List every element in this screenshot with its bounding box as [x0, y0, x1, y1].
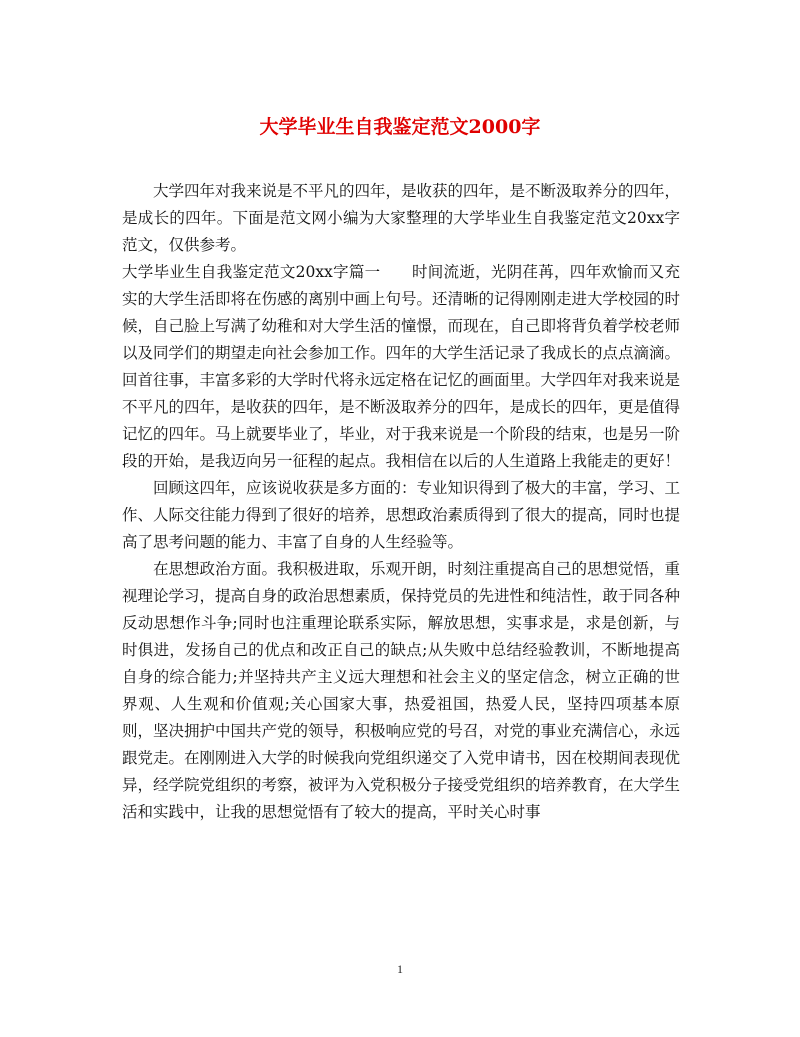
paragraph-intro: 大学四年对我来说是不平凡的四年，是收获的四年，是不断汲取养分的四年，是成长的四年。下面是范文网小编为大家整理的大学毕业生自我鉴定范文20xx字范文，仅供参考。: [122, 182, 681, 254]
page-number: 1: [397, 962, 403, 976]
paragraph-section-one: 大学毕业生自我鉴定范文20xx字篇一 时间流逝，光阴荏苒，四年欢愉而又充实的大学生活即将在伤感的离别中画上句号。还清晰的记得刚刚走进大学校园的时候，自己脸上写满了幼稚和对大学生活的憧憬，而现在，自己即将背负着学校老师以及同学们的期望走向社会参加工作。四年的大学生活记录了我成长的点点滴滴。回首往事，丰富多彩的大学时代将永远定格在记忆的画面里。大学四年对我来说是不平凡的四年，是收获的四年，是不断汲取养分的四年，是成长的四年，更是值得记忆的四年。马上就要毕业了，毕业，对于我来说是一个阶段的结束，也是另一阶段的开始，是我迈向另一征程的起点。我相信在以后的人生道路上我能走的更好！: [122, 263, 681, 470]
document-body: [122, 178, 680, 826]
document-title: 大学毕业生自我鉴定范文2000字: [259, 116, 541, 138]
paragraph-review: 回顾这四年，应该说收获是多方面的：专业知识得到了极大的丰富，学习、工作、人际交往能力得到了很好的培养，思想政治素质得到了很大的提高，同时也提高了思考问题的能力、丰富了自身的人生经验等。: [122, 479, 681, 551]
paragraph-political: 在思想政治方面。我积极进取，乐观开朗，时刻注重提高自己的思想觉悟，重视理论学习，提高自身的政治思想素质，保持党员的先进性和纯洁性，敢于同各种反动思想作斗争;同时也注重理论联系实际，解放思想，实事求是，求是创新，与时俱进，发扬自己的优点和改正自己的缺点;从失败中总结经验教训，不断地提高自身的综合能力;并坚持共产主义远大理想和社会主义的坚定信念，树立正确的世界观、人生观和价值观;关心国家大事，热爱祖国，热爱人民，坚持四项基本原则，坚决拥护中国共产党的领导，积极响应党的号召，对党的事业充满信心，永远跟党走。在刚刚进入大学的时候我向党组织递交了入党申请书，因在校期间表现优异，经学院党组织的考察，被评为入党积极分子接受党组织的培养教育，在大学生活和实践中，让我的思想觉悟有了较大的提高，平时关心时事: [122, 560, 681, 821]
